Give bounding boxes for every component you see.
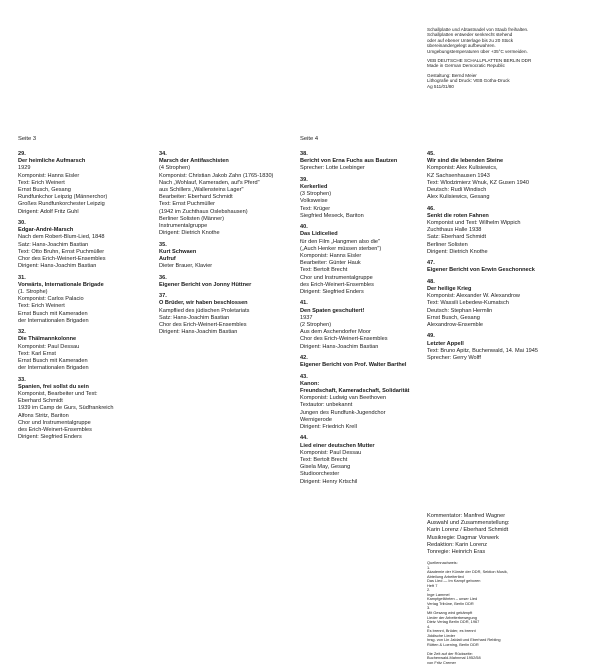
track-detail: Text: Erich Weinert: [18, 303, 65, 310]
text-line: 1.: [427, 564, 431, 570]
track-detail: Text: Krüger: [300, 205, 331, 212]
track-number: 32.: [18, 329, 26, 336]
design-info: [427, 73, 592, 89]
text-line: Jiddische Lieder: [427, 632, 456, 638]
track-detail: Berliner Solisten (Männer): [159, 215, 224, 222]
track-detail: Dirigent: Dietrich Knothe: [159, 230, 220, 237]
track-number: 49.: [427, 333, 435, 340]
text-line: 2.: [427, 587, 431, 593]
track-detail: Ernst Busch, Gesang: [427, 314, 480, 321]
track-detail: (4 Strophen): [159, 165, 191, 172]
track-number: 36.: [159, 274, 167, 281]
track-detail: Dirigent: Adolf Fritz Guhl: [18, 208, 79, 215]
track-detail: (1942 im Zuchthaus Oslebshausen): [159, 208, 248, 215]
track-detail: KZ Sachsenhausen 1943: [427, 172, 490, 179]
text-line: Inge Lammel: [427, 591, 450, 597]
track-detail: des Erich-Weinert-Ensembles: [18, 427, 92, 434]
track-detail: Studioorchester: [300, 471, 340, 478]
track-entry: [427, 260, 597, 274]
track-entry: [300, 177, 425, 220]
track-entry: [18, 377, 153, 442]
text-line: Es brennt, Brüder, es brennt: [427, 628, 476, 634]
track-entry: [159, 151, 299, 237]
track-number: 43.: [300, 373, 308, 380]
track-detail: Komponist: Hanns Eisler: [300, 253, 362, 260]
track-subtitle: Aufruf: [159, 256, 176, 263]
text-line: Die Zeit auf der Rückseite:: [427, 650, 473, 656]
track-title: Edgar-André-Marsch: [18, 227, 74, 234]
track-detail: Satz: Hans-Joachim Bastian: [18, 241, 89, 248]
text-line: Schallplatte und Abtastnadel von Staub freihalten.: [427, 27, 529, 32]
text-line: Akademie der Künste der DDR, Sektion Musik,: [427, 569, 508, 575]
track-detail: Dirigent: Siegfried Enders: [18, 434, 82, 441]
text-line: Schallplatten entweder senkrecht stehend: [427, 32, 513, 38]
track-detail: für den Film „Hangmen also die": [300, 238, 381, 245]
track-detail: Nach dem Robert-Blum-Lied, 1848: [18, 234, 105, 241]
track-detail: Dieter Brauer, Klavier: [159, 263, 213, 270]
track-detail: Nach „Wohlauf, Kameraden, auf's Pferd": [159, 179, 260, 186]
text-line: Auswahl und Zusammenstellung:: [427, 520, 510, 527]
track-detail: Komponist: Hanns Eisler: [18, 172, 80, 179]
track-detail: Chor des Erich-Weinert-Ensembles: [18, 256, 106, 263]
track-detail: Bearbeiter: Eberhard Schmidt: [159, 194, 233, 201]
track-detail: Komponist: Ludwig van Beethoven: [300, 395, 387, 402]
track-detail: Text: Erich Weinert: [18, 179, 65, 186]
track-detail: („Auch Henker müssen sterben"): [300, 245, 382, 252]
text-line: Quellennachweis:: [427, 560, 458, 565]
track-detail: Komponist: Christian Jakob Zahn (1765-1830): [159, 172, 274, 179]
credits-block: [427, 513, 597, 556]
track-entry: [18, 275, 153, 325]
track-detail: aus Schillers „Wallensteins Lager": [159, 187, 244, 194]
track-title: Lied einer deutschen Mutter: [300, 442, 375, 449]
track-detail: Ernst Busch mit Kameraden: [18, 358, 88, 365]
track-number: 35.: [159, 241, 167, 248]
track-detail: (1. Strophe): [18, 289, 48, 296]
header-notice-block: [427, 27, 592, 93]
track-entry: [300, 151, 425, 173]
track-detail: Alfons Stritz, Bariton: [18, 412, 69, 419]
track-detail: Text: Bruno Apitz, Buchenwald, 14. Mai 1945: [427, 347, 539, 354]
track-entry: [159, 293, 299, 336]
side-3-column-1: [18, 151, 153, 446]
track-entry: [300, 300, 425, 350]
track-number: 39.: [300, 176, 308, 183]
text-line: Lieder der Arbeiterbewegung: [427, 614, 477, 620]
track-title: O Brüder, wir haben beschlossen: [159, 300, 248, 307]
text-line: Ag 511/01/80: [427, 83, 454, 89]
track-entry: [427, 151, 597, 201]
track-detail: Text: Ernst Puchmüller: [159, 201, 215, 208]
track-title: Der heimliche Aufmarsch: [18, 158, 86, 165]
track-detail: Komponist: Alex Kulisiewics,: [427, 165, 498, 172]
track-detail: Text: Karl Ernst: [18, 350, 56, 357]
track-detail: Text: Otto Bruhn, Ernst Puchmüller: [18, 248, 105, 255]
track-detail: Dirigent: Hans-Joachim Bastian: [159, 329, 238, 336]
track-detail: Berliner Solisten: [427, 241, 468, 248]
side-4-label: Seite 4: [300, 136, 319, 142]
track-title: Das Lidicelied: [300, 231, 338, 238]
track-title: Kerkerlied: [300, 184, 328, 190]
track-detail: Text: Bertolt Brecht: [300, 267, 348, 274]
text-line: 3.: [427, 605, 431, 611]
track-detail: Ernst Busch, Gesang: [18, 187, 71, 194]
text-line: 4.: [427, 623, 431, 629]
track-entry: [159, 275, 299, 289]
track-number: 38.: [300, 151, 308, 157]
track-detail: Volksweise: [300, 198, 328, 205]
track-title: Marsch der Antifaschisten: [159, 158, 229, 165]
track-detail: Alexandrow-Ensemble: [427, 322, 483, 329]
track-detail: Dirigent: Friedrich Krell: [300, 424, 357, 431]
text-line: Mit Gesang wird gekämpft: [427, 610, 473, 616]
track-detail: Deutsch: Stephan Hermlin: [427, 307, 493, 314]
text-line: hrsg. von Lin Jaldati und Eberhard Rebling: [427, 637, 501, 643]
track-detail: der Internationalen Brigaden: [18, 317, 89, 324]
track-detail: 1937: [300, 314, 313, 321]
track-entry: [300, 435, 425, 485]
track-number: 45.: [427, 151, 435, 157]
track-detail: Siegfried Meseck, Bariton: [300, 212, 364, 219]
track-number: 34.: [159, 151, 167, 157]
track-number: 48.: [427, 278, 435, 285]
text-line: VEB DEUTSCHE SCHALLPLATTEN BERLIN DDR: [427, 58, 532, 64]
track-detail: Dirigent: Hans-Joachim Bastian: [18, 263, 97, 270]
track-detail: Chor des Erich-Weinert-Ensembles: [300, 336, 388, 343]
track-detail: Komponist, Bearbeiter und Text:: [18, 391, 98, 398]
track-detail: 1929: [18, 165, 31, 172]
track-entry: [18, 329, 153, 372]
track-entry: [300, 374, 425, 432]
text-line: Tonregie: Heinrich Eras: [427, 549, 486, 556]
track-entry: [18, 151, 153, 216]
text-line: Heft 7: [427, 582, 438, 588]
track-detail: Dirigent: Hans-Joachim Bastian: [300, 343, 379, 350]
track-detail: Alex Kulisiewics, Gesang: [427, 194, 490, 201]
text-line: Rütten & Loening, Berlin DDR: [427, 641, 479, 647]
track-entry: [18, 220, 153, 270]
track-number: 31.: [18, 274, 26, 281]
track-detail: Kampflied des jüdischen Proletariats: [159, 307, 250, 314]
track-number: 30.: [18, 220, 26, 227]
track-detail: Textautor: unbekannt: [300, 402, 353, 409]
text-line: Karin Lorenz / Eberhard Schmidt: [427, 527, 509, 534]
track-detail: Eberhard Schmidt: [18, 398, 63, 405]
track-entry: [427, 333, 597, 362]
track-detail: Deutsch: Rudi Windisch: [427, 187, 487, 194]
track-detail: Großes Rundfunkorchester Leipzig: [18, 201, 105, 208]
track-entry: [300, 355, 425, 369]
track-number: 29.: [18, 151, 26, 157]
track-number: 33.: [18, 376, 26, 383]
sources-block: [427, 561, 577, 666]
track-number: 41.: [300, 300, 308, 307]
track-title: Letzter Appell: [427, 340, 464, 347]
text-line: Lithografie und Druck: VEB Gotha-Druck: [427, 78, 510, 84]
track-detail: 1939 im Camp de Gurs, Südfrankreich: [18, 405, 114, 412]
track-detail: Satz: Eberhard Schmidt: [427, 234, 487, 241]
track-detail: der Internationalen Brigaden: [18, 365, 89, 372]
text-line: übereinandergelegt aufbewahren.: [427, 43, 496, 49]
track-number: 46.: [427, 205, 435, 212]
track-title: Bericht von Erna Fuchs aus Bautzen: [300, 158, 398, 165]
track-detail: Instrumentalgruppe: [159, 223, 208, 230]
care-notice: [427, 27, 592, 54]
track-title: Vorwärts, Internationale Brigade: [18, 281, 104, 288]
track-number: 40.: [300, 224, 308, 231]
text-line: Buchenwald-Mahnmal 1952/58: [427, 655, 481, 661]
text-line: oder auf ebener Unterlage bis zu 20 Stück: [427, 37, 514, 43]
track-detail: Aus dem Aschendorfer Moor: [300, 329, 371, 336]
track-detail: Komponist: Paul Dessau: [18, 343, 80, 350]
text-line: Redaktion: Karin Lorenz: [427, 541, 488, 548]
track-number: 44.: [300, 435, 308, 442]
track-detail: Komponist und Text: Wilhelm Wippich: [427, 220, 521, 227]
track-detail: Chor des Erich-Weinert-Ensembles: [159, 322, 247, 329]
text-line: Verlag Tribüne, Berlin DDR: [427, 600, 474, 606]
track-number: 47.: [427, 260, 435, 267]
track-detail: Sprecher: Lotte Loebinger: [300, 165, 365, 172]
track-number: 42.: [300, 355, 308, 362]
track-title: Kurt Schwaen: [159, 248, 197, 255]
track-detail: Komponist: Paul Dessau: [300, 449, 362, 456]
track-detail: (2 Strophen): [300, 322, 332, 329]
track-title: Senkt die roten Fahnen: [427, 212, 489, 219]
track-detail: (3 Strophen): [300, 191, 332, 198]
track-detail: Satz: Hans-Joachim Bastian: [159, 314, 230, 321]
track-entry: [159, 242, 299, 271]
track-title: Den Spaten geschultert!: [300, 307, 365, 314]
track-title: Eigener Bericht von Erwin Geschonneck: [427, 267, 535, 274]
track-title: Eigener Bericht von Prof. Walter Barthel: [300, 362, 407, 369]
text-line: Made in German Democratic Republic: [427, 63, 505, 69]
track-detail: Jungen des Rundfunk-Jugendchor: [300, 409, 386, 416]
track-detail: Ernst Busch mit Kameraden: [18, 310, 88, 317]
track-detail: Zuchthaus Halle 1938: [427, 227, 482, 234]
track-detail: des Erich-Weinert-Ensembles: [300, 281, 374, 288]
text-line: von Fritz Cremer: [427, 660, 456, 666]
track-detail: Text: Wlodzimierz Wnuk, KZ Gusen 1940: [427, 179, 529, 186]
track-entry: [300, 224, 425, 296]
track-number: 37.: [159, 293, 167, 300]
track-title: Wir sind die lebenden Steine: [427, 158, 504, 165]
text-line: Gestaltung: Bernd Meier: [427, 72, 477, 78]
side-4-column-1: [300, 151, 425, 490]
track-detail: Wernigerode: [300, 416, 332, 423]
track-detail: Rundfunkchor Leipzig (Männerchor): [18, 194, 108, 201]
track-detail: Komponist: Alexander W. Alexandrow: [427, 293, 520, 300]
track-detail: Dirigent: Henry Krtschil: [300, 478, 358, 485]
track-title: Eigener Bericht von Jonny Hüttner: [159, 281, 252, 288]
text-line: Dietz Verlag Berlin DDR, 1967: [427, 619, 480, 625]
track-detail: Dirigent: Dietrich Knothe: [427, 248, 488, 255]
side-4-column-2: [427, 151, 597, 366]
track-title: Freundschaft, Kameradschaft, Solidarität: [300, 388, 410, 395]
side-3-column-2: [159, 151, 299, 341]
text-line: Das Lied — Im Kampf geboren: [427, 578, 481, 584]
side-3-label: Seite 3: [18, 136, 37, 142]
track-detail: Bearbeiter: Günter Hauk: [300, 260, 361, 267]
text-line: Kommentator: Manfred Wagner: [427, 513, 506, 519]
text-line: Kampfgefährten – unser Lied: [427, 596, 478, 602]
track-detail: Komponist: Carlos Palacio: [18, 296, 84, 303]
track-title: Der heilige Krieg: [427, 286, 472, 293]
track-title: Kanon:: [300, 380, 320, 387]
track-entry: [427, 206, 597, 256]
text-line: Abteilung Arbeiterlied: [427, 573, 464, 579]
track-detail: Dirigent: Siegfried Enders: [300, 289, 364, 296]
track-detail: Sprecher: Gerry Wolff: [427, 355, 481, 362]
label-info: [427, 58, 592, 69]
track-detail: Gisela May, Gesang: [300, 464, 351, 471]
track-detail: Chor und Instrumentalgruppe: [18, 419, 91, 426]
track-detail: Chor und Instrumentalgruppe: [300, 274, 373, 281]
track-title: Spanien, frei sollst du sein: [18, 383, 89, 390]
text-line: Umgebungstemperaturen über +35°C vermeiden.: [427, 48, 528, 54]
text-line: Musikregie: Dagmar Vorwerk: [427, 534, 499, 541]
track-entry: [427, 279, 597, 329]
track-detail: Text: Wassili Lebedew-Kumatsch: [427, 300, 509, 307]
track-title: Die Thälmannkolonne: [18, 336, 77, 343]
track-detail: Text: Bertolt Brecht: [300, 457, 348, 464]
